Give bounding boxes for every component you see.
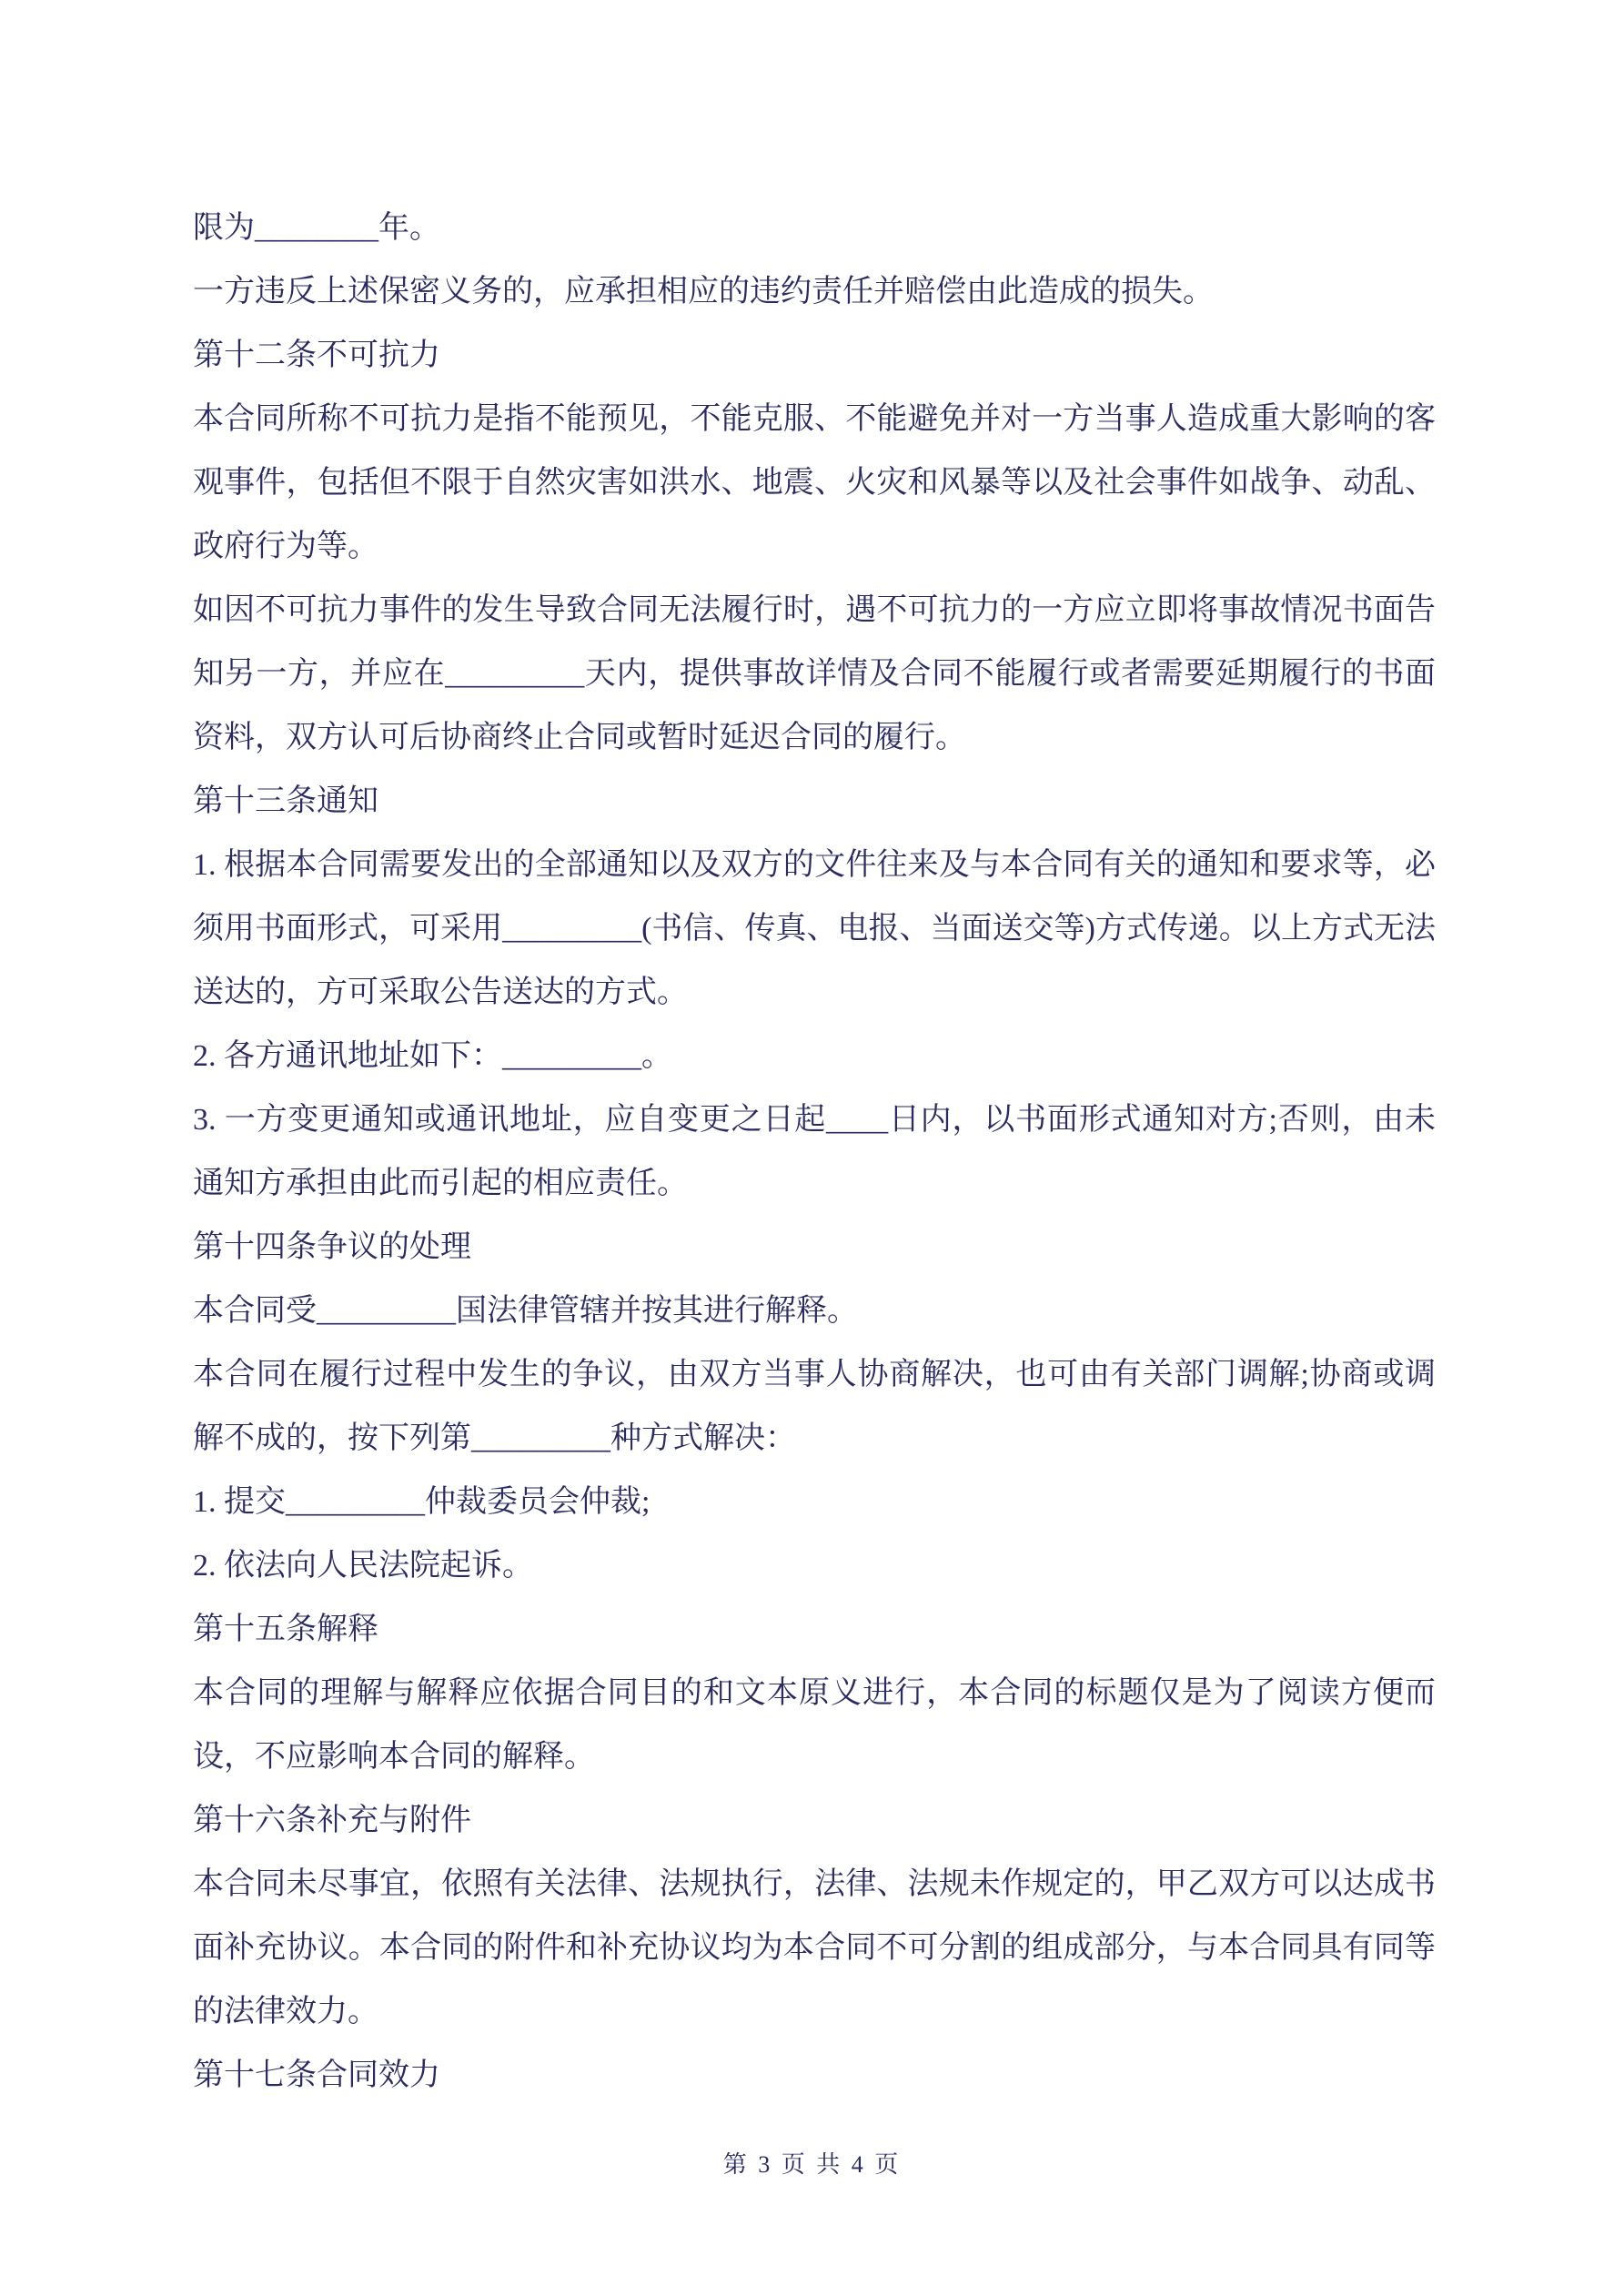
paragraph-litigation-option: 2. 依法向人民法院起诉。 — [193, 1549, 533, 1583]
heading-article-17-validity: 第十七条合同效力 — [193, 2058, 440, 2092]
paragraph-governing-law: 本合同受_________国法律管辖并按其进行解释。 — [193, 1294, 858, 1328]
heading-article-14-disputes: 第十四条争议的处理 — [193, 1230, 471, 1264]
document-body — [193, 197, 1436, 2108]
heading-article-16-supplements: 第十六条补充与附件 — [193, 1804, 471, 1837]
page-number-footer: 第 3 页 共 4 页 — [722, 2151, 902, 2178]
paragraph-supplements: 本合同未尽事宜，依照有关法律、法规执行，法律、法规未作规定的，甲乙双方可以达成书面补充协议。本合同的附件和补充协议均为本合同不可分割的组成部分，与本合同具有同等的法律效力。 — [193, 1867, 1436, 2028]
paragraph-confidentiality-liability: 一方违反上述保密义务的，应承担相应的违约责任并赔偿由此造成的损失。 — [193, 275, 1214, 308]
paragraph-force-majeure-definition: 本合同所称不可抗力是指不能预见，不能克服、不能避免并对一方当事人造成重大影响的客观事件，包括但不限于自然灾害如洪水、地震、火灾和风暴等以及社会事件如战争、动乱、政府行为等。 — [193, 402, 1436, 563]
paragraph-dispute-resolution: 本合同在履行过程中发生的争议，由双方当事人协商解决，也可由有关部门调解;协商或调解不成的，按下列第_________种方式解决： — [193, 1358, 1436, 1455]
paragraph-notice-item-2: 2. 各方通讯地址如下：_________。 — [193, 1039, 672, 1073]
paragraph-interpretation: 本合同的理解与解释应依据合同目的和文本原义进行，本合同的标题仅是为了阅读方便而设，不应影响本合同的解释。 — [193, 1676, 1436, 1774]
heading-article-13-notice: 第十三条通知 — [193, 784, 378, 818]
paragraph-notice-item-3: 3. 一方变更通知或通讯地址，应自变更之日起____日内，以书面形式通知对方;否则，由未通知方承担由此而引起的相应责任。 — [193, 1103, 1436, 1200]
heading-article-15-interpretation: 第十五条解释 — [193, 1613, 378, 1646]
paragraph-notice-item-1: 1. 根据本合同需要发出的全部通知以及双方的文件往来及与本合同有关的通知和要求等，必须用书面形式，可采用_________(书信、传真、电报、当面送交等)方式传递。以上方式无法送达的，方可采取公告送达的方式。 — [193, 848, 1436, 1009]
paragraph-blank-years: 限为________年。 — [193, 211, 440, 245]
paragraph-force-majeure-notice: 如因不可抗力事件的发生导致合同无法履行时，遇不可抗力的一方应立即将事故情况书面告知另一方，并应在_________天内，提供事故详情及合同不能履行或者需要延期履行的书面资料，双方认可后协商终止合同或暂时延迟合同的履行。 — [193, 593, 1436, 754]
paragraph-arbitration-option: 1. 提交_________仲裁委员会仲裁; — [193, 1485, 651, 1519]
heading-article-12-force-majeure: 第十二条不可抗力 — [193, 339, 440, 372]
